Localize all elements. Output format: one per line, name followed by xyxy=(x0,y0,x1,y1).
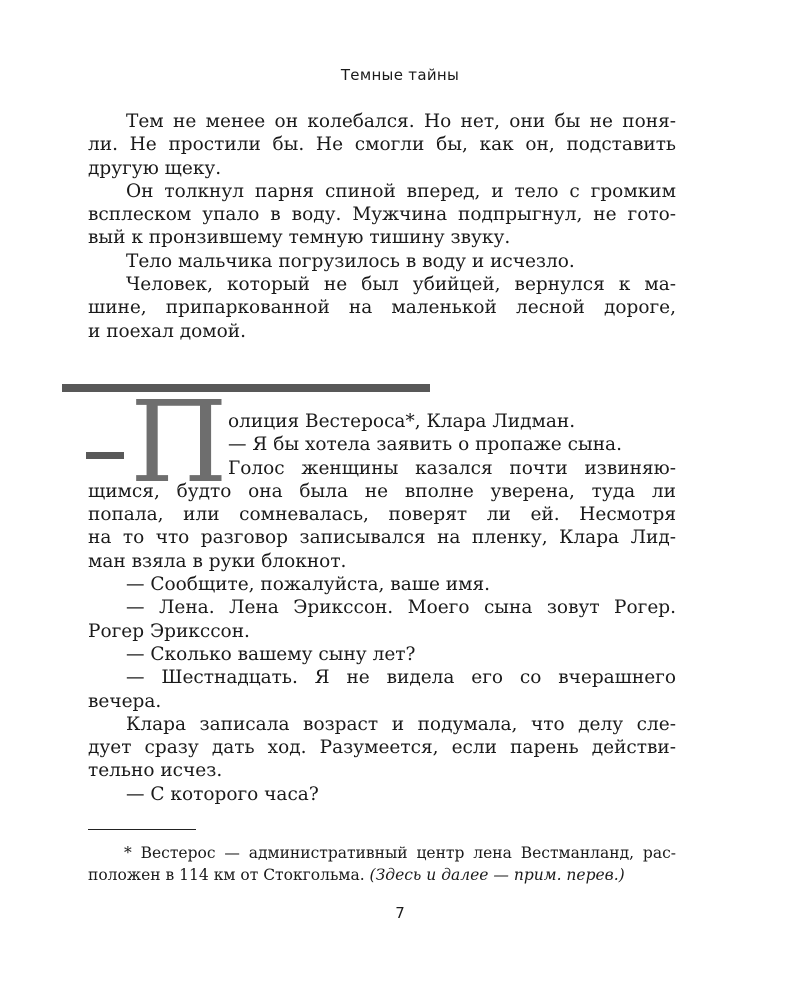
section-one-text xyxy=(88,110,676,343)
section-divider xyxy=(62,384,430,392)
text-line: вый к пронзившему темную тишину звуку. xyxy=(88,227,511,249)
text-line: попала, или сомневалась, поверят ли ей. Несмотря xyxy=(88,504,676,526)
text-line: другую щеку. xyxy=(88,157,222,179)
text-line: — С которого часа? xyxy=(126,783,319,805)
text-line: шине, припаркованной на маленькой лесной дороге, xyxy=(88,297,676,319)
text-line: Тем не менее он колебался. Но нет, они бы не поня- xyxy=(126,111,676,132)
text-line: всплеском упало в воду. Мужчина подпрыгнул, не гото- xyxy=(88,204,676,226)
footnote xyxy=(88,842,676,886)
text-line: ман взяла в руки блокнот. xyxy=(88,550,347,572)
footnote-separator xyxy=(88,829,196,830)
text-line: — Сколько вашему сыну лет? xyxy=(126,643,416,665)
text-line: Клара записала возраст и подумала, что делу сле- xyxy=(126,713,676,735)
running-header: Темные тайны xyxy=(340,66,460,84)
text-line: и поехал домой. xyxy=(88,320,246,342)
footnote-line: * Вестерос — административный центр лена Вестманланд, рас- xyxy=(124,844,676,862)
text-line: Голос женщины казался почти извиняю- xyxy=(228,457,676,479)
drop-cap-letter: П xyxy=(130,378,228,508)
text-line: олиция Вестероса*, Клара Лидман. xyxy=(228,411,576,432)
text-line: Рогер Эрикссон. xyxy=(88,620,250,642)
text-line: щимся, будто она была не вполне уверена, туда ли xyxy=(88,480,676,502)
text-line: — Я бы хотела заявить о пропаже сына. xyxy=(228,434,622,456)
text-line: вечера. xyxy=(88,690,162,712)
text-line: Он толкнул парня спиной вперед, и тело с громким xyxy=(126,180,676,202)
footnote-line xyxy=(88,864,676,886)
footnote-text: положен в 114 км от Стокгольма. xyxy=(88,866,370,884)
text-line: тельно исчез. xyxy=(88,760,223,782)
text-line: — Лена. Лена Эрикссон. Моего сына зовут Рогер. xyxy=(126,597,676,619)
text-line: дует сразу дать ход. Разумеется, если парень действи- xyxy=(88,737,676,759)
text-line: на то что разговор записывался на пленку, Клара Лид- xyxy=(88,527,676,549)
section-two-text xyxy=(88,410,676,806)
footnote-translator-note: (Здесь и далее — прим. перев.) xyxy=(369,866,625,884)
text-line: Человек, который не был убийцей, вернулся к ма- xyxy=(126,274,676,296)
page-number: 7 xyxy=(395,904,405,922)
text-line: ли. Не простили бы. Не смогли бы, как он, подставить xyxy=(88,134,676,156)
text-line: — Шестнадцать. Я не видела его со вчерашнего xyxy=(126,667,676,689)
text-line: — Сообщите, пожалуйста, ваше имя. xyxy=(126,574,491,596)
text-line: Тело мальчика погрузилось в воду и исчезло. xyxy=(126,250,575,272)
